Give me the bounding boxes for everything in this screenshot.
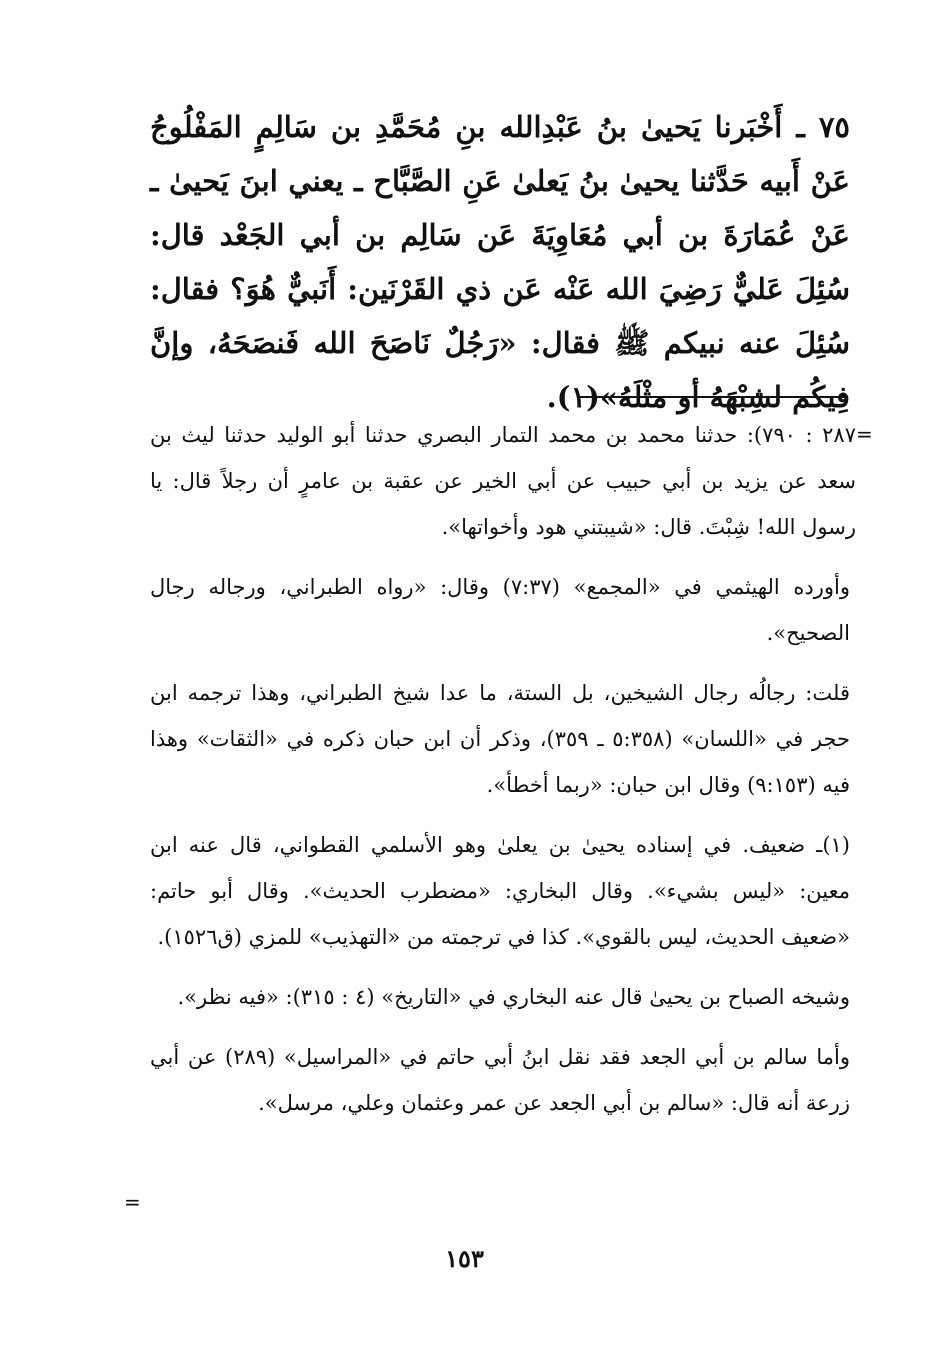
footnotes-section <box>150 412 856 1140</box>
footnote-paragraph: وشيخه الصباح بن يحيىٰ قال عنه البخاري في «التاريخ» (٤ : ٣١٥): «فيه نظر». <box>177 985 850 1009</box>
footnote-paragraph: وأما سالم بن أبي الجعد فقد نقل ابنُ أبي حاتم في «المراسيل» (٢٨٩) عن أبي زرعة أنه قال: «سالم بن أبي الجعد عن عمر وعثمان وعلي، مرسل». <box>150 1045 850 1115</box>
footnote-paragraph: قلت: رجالُه رجال الشيخين، بل الستة، ما عدا شيخ الطبراني، وهذا ترجمه ابن حجر في «اللسان» (٥:٣٥٨ ـ ٣٥٩)، وذكر أن ابن حبان ذكره في «الثقات» وهذا فيه (٩:١٥٣) وقال ابن حبان: «ربما أخطأ». <box>150 681 850 797</box>
footnote-continuation-marker-top: = <box>856 422 873 446</box>
footnote-continuation-marker-bottom: = <box>124 1190 141 1214</box>
footnote-paragraph: وأورده الهيثمي في «المجمع» (٧:٣٧) وقال: «رواه الطبراني، ورجاله رجال الصحيح». <box>150 575 850 645</box>
hadith-text: ٧٥ ـ أَخْبَرنا يَحيىٰ بنُ عَبْدِالله بنِ مُحَمَّدِ بن سَالِمٍ المَفْلُوجُ عَنْ أَبيه حَدَّثنا يحيىٰ بنُ يَعلىٰ عَنِ الصَّبَّاح ـ يعني ابنَ يَحيىٰ ـ عَنْ عُمَارَةَ بن أبي مُعَاوِيَةَ عَن سَالِم بن أبي الجَعْد قال: سُئِلَ عَليٌّ رَضِيَ الله عَنْه عَن ذي القَرْنَين: أَنَبيٌّ هُوَ؟ فقال: سُئِلَ عنه نبيكم ﷺ فقال: «رَجُلٌ نَاصَحَ الله فَنصَحَهُ، وإنَّ فِيكُم لشِبْهَهُ أو مثْلَهُ»(١). <box>150 110 850 414</box>
page-number: ١٥٣ <box>445 1244 484 1273</box>
footnote-paragraph: (١)ـ ضعيف. في إسناده يحيىٰ بن يعلىٰ وهو الأسلمي القطواني، قال عنه ابن معين: «ليس بشيء». وقال البخاري: «مضطرب الحديث». وقال أبو حاتم: «ضعيف الحديث، ليس بالقوي». كذا في ترجمته من «التهذيب» للمزي (ق١٥٢٦). <box>150 833 850 949</box>
footnote-paragraph: ٢٨٧ : ٧٩٠): حدثنا محمد بن محمد التمار البصري حدثنا أبو الوليد حدثنا ليث بن سعد عن يزيد بن أبي حبيب عن أبي الخير عن عقبة بن عامرٍ أن رجلاً قال: يا رسول الله! شِبْتَ. قال: «شيبتني هود وأخواتها». <box>150 423 856 539</box>
footnote-divider <box>578 396 848 398</box>
